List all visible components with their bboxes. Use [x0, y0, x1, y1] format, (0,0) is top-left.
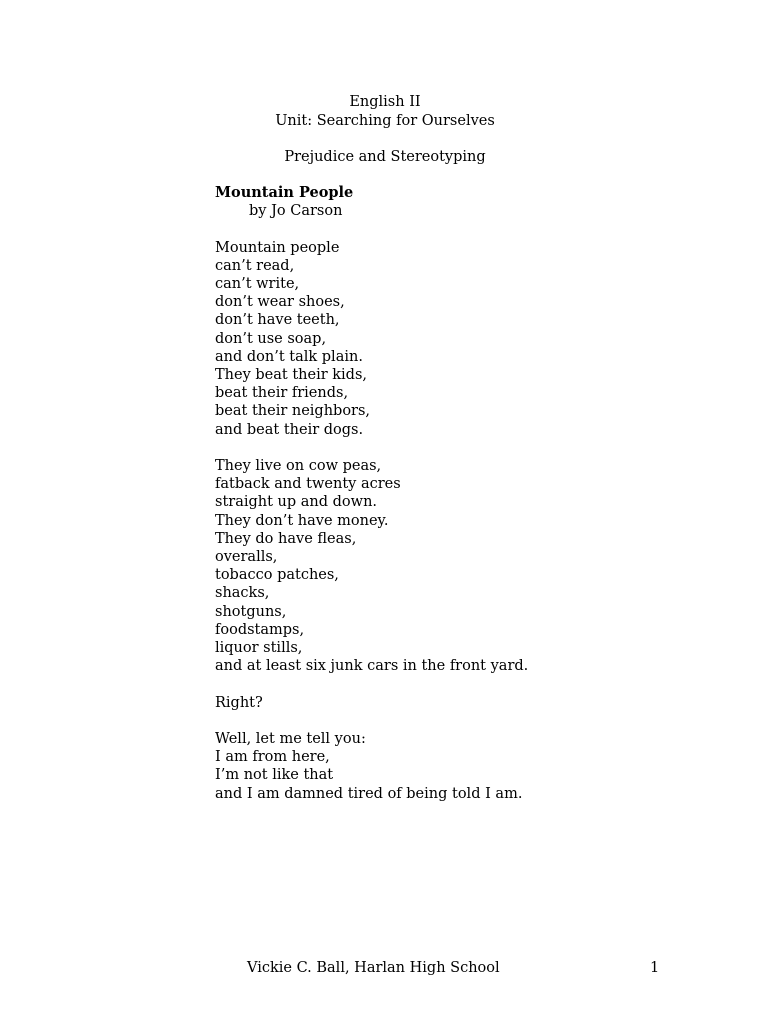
- poem-line: I am from here,: [215, 749, 330, 766]
- footer-credit: Vickie C. Ball, Harlan High School: [247, 960, 500, 976]
- poem-line: They do have fleas,: [215, 530, 357, 547]
- poem-line: shacks,: [215, 585, 270, 602]
- poem-line: can’t read,: [215, 257, 295, 274]
- poem-line: tobacco patches,: [215, 567, 339, 584]
- poem-line: They live on cow peas,: [215, 458, 382, 475]
- poem-line: I’m not like that: [215, 767, 334, 784]
- poem: [215, 184, 528, 803]
- poem-line: don’t use soap,: [215, 330, 327, 347]
- poem-line: Right?: [215, 694, 263, 711]
- unit-title: Unit: Searching for Ourselves: [275, 112, 495, 129]
- poem-line: They don’t have money.: [215, 512, 389, 529]
- stanza-2: [215, 457, 528, 675]
- poem-line: and don’t talk plain.: [215, 348, 363, 365]
- poem-title: Mountain People: [215, 184, 354, 201]
- poem-line: and beat their dogs.: [215, 421, 364, 438]
- stanza-4: [215, 730, 528, 803]
- poem-line: They beat their kids,: [215, 367, 368, 384]
- poem-line: straight up and down.: [215, 494, 378, 511]
- poem-line: foodstamps,: [215, 621, 305, 638]
- poem-line: liquor stills,: [215, 640, 303, 657]
- poem-line: can’t write,: [215, 276, 300, 292]
- document-header: [0, 93, 770, 167]
- poem-line: and I am damned tired of being told I am.: [215, 785, 523, 802]
- topic-title: Prejudice and Stereotyping: [284, 149, 486, 165]
- poem-line: overalls,: [215, 549, 278, 566]
- poem-line: Mountain people: [215, 239, 340, 256]
- poem-author: by Jo Carson: [249, 203, 343, 220]
- stanza-3: [215, 694, 528, 712]
- poem-line: and at least six junk cars in the front yard.: [215, 658, 529, 675]
- poem-line: shotguns,: [215, 603, 287, 620]
- poem-line: beat their neighbors,: [215, 403, 371, 420]
- poem-line: beat their friends,: [215, 385, 349, 402]
- stanza-1: [215, 239, 528, 439]
- course-title: English II: [349, 94, 421, 110]
- poem-line: don’t have teeth,: [215, 312, 340, 329]
- poem-line: fatback and twenty acres: [215, 476, 401, 493]
- page-number: 1: [650, 960, 660, 976]
- poem-line: Well, let me tell you:: [215, 731, 366, 748]
- poem-line: don’t wear shoes,: [215, 294, 345, 311]
